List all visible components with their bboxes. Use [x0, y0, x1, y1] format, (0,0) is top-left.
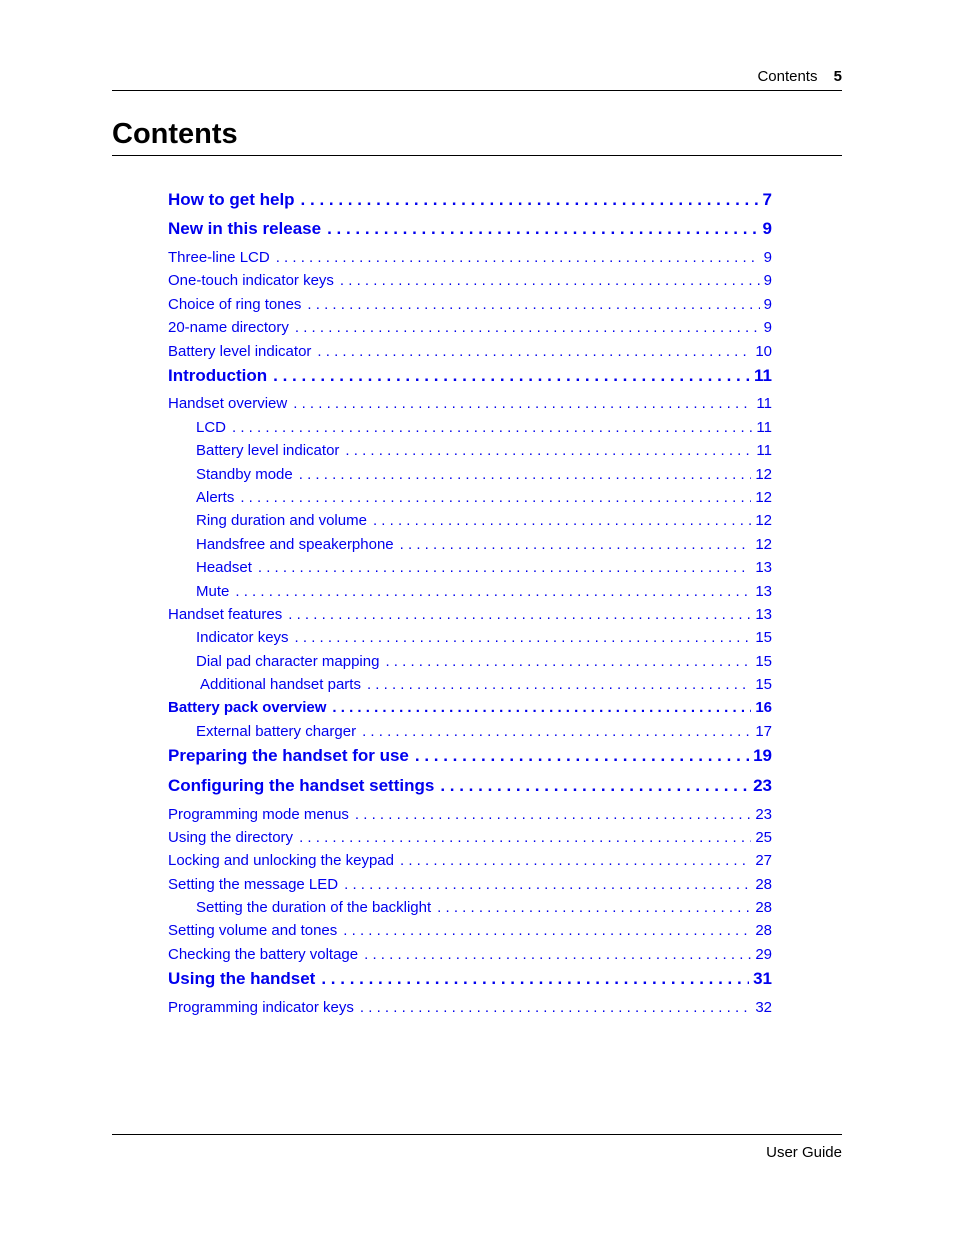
toc-entry-page: 9: [763, 249, 772, 266]
dot-leader: [345, 442, 752, 460]
toc-entry-page: 15: [755, 676, 772, 693]
toc-entry-setting-the-message-led[interactable]: [168, 876, 772, 894]
dot-leader: [293, 395, 752, 413]
toc-entry-label: Using the directory: [168, 829, 294, 846]
dot-leader: [327, 219, 758, 239]
toc-entry-page: 12: [755, 536, 772, 553]
dot-leader: [295, 629, 752, 647]
dot-leader: [301, 190, 759, 210]
dot-leader: [373, 512, 751, 530]
toc-entry-label: Three-line LCD: [168, 249, 270, 266]
toc-entry-handsfree-and-speakerphone[interactable]: [168, 536, 772, 554]
toc-entry-label: Setting volume and tones: [168, 922, 338, 939]
toc-entry-using-the-handset[interactable]: [168, 969, 772, 989]
toc-entry-mute[interactable]: [168, 583, 772, 601]
toc-entry-label: Configuring the handset settings: [168, 776, 435, 795]
toc-entry-page: 28: [755, 922, 772, 939]
dot-leader: [367, 676, 751, 694]
toc-entry-label: One-touch indicator keys: [168, 272, 334, 289]
dot-leader: [299, 829, 751, 847]
toc-entry-choice-of-ring-tones[interactable]: [168, 296, 772, 314]
running-header-section: Contents: [757, 68, 818, 85]
toc-entry-page: 27: [755, 852, 772, 869]
toc-entry-label: Handsfree and speakerphone: [196, 536, 394, 553]
dot-leader: [400, 536, 752, 554]
toc-entry-page: 13: [755, 559, 772, 576]
toc-entry-page: 13: [755, 583, 772, 600]
toc-entry-page: 28: [755, 876, 772, 893]
dot-leader: [340, 272, 760, 290]
toc-entry-additional-handset-parts[interactable]: [168, 676, 772, 694]
toc-entry-page: 19: [753, 746, 772, 765]
toc-entry-handset-features[interactable]: [168, 606, 772, 624]
toc-entry-page: 17: [755, 723, 772, 740]
toc-entry-battery-level-indicator[interactable]: [168, 343, 772, 361]
toc-entry-battery-level-indicator-sub[interactable]: [168, 442, 772, 460]
toc-entry-page: 23: [753, 776, 772, 795]
toc-entry-lcd[interactable]: [168, 419, 772, 437]
toc-entry-label: LCD: [196, 419, 227, 436]
toc-entry-page: 23: [755, 806, 772, 823]
toc-entry-three-line-lcd[interactable]: [168, 249, 772, 267]
toc-entry-how-to-get-help[interactable]: [168, 190, 772, 210]
toc-entry-page: 32: [755, 999, 772, 1016]
toc-entry-label: Setting the message LED: [168, 876, 339, 893]
dot-leader: [355, 806, 751, 824]
toc-entry-page: 11: [754, 366, 772, 385]
dot-leader: [307, 296, 759, 314]
toc-entry-label: New in this release: [168, 219, 322, 238]
toc-entry-using-the-directory[interactable]: [168, 829, 772, 847]
toc-entry-external-battery-charger[interactable]: [168, 723, 772, 741]
dot-leader: [344, 876, 751, 894]
toc-entry-page: 9: [763, 319, 772, 336]
toc-entry-page: 28: [755, 899, 772, 916]
toc-entry-page: 31: [753, 969, 772, 988]
toc-entry-setting-volume-and-tones[interactable]: [168, 922, 772, 940]
toc-entry-label: How to get help: [168, 190, 295, 209]
dot-leader: [440, 776, 749, 796]
footer-rule: [112, 1134, 842, 1135]
toc-entry-label: Preparing the handset for use: [168, 746, 409, 765]
toc-entry-label: Handset overview: [168, 395, 288, 412]
toc-entry-label: Programming indicator keys: [168, 999, 354, 1016]
toc-entry-page: 12: [755, 466, 772, 483]
toc-entry-introduction[interactable]: [168, 366, 772, 386]
dot-leader: [232, 419, 752, 437]
dot-leader: [258, 559, 751, 577]
footer-text: User Guide: [766, 1144, 842, 1161]
toc-entry-dial-pad-character-mapping[interactable]: [168, 653, 772, 671]
toc-entry-page: 12: [755, 512, 772, 529]
toc-entry-page: 13: [755, 606, 772, 623]
toc-entry-20-name-directory[interactable]: [168, 319, 772, 337]
toc-entry-handset-overview[interactable]: [168, 395, 772, 413]
toc-entry-label: Additional handset parts: [200, 676, 361, 693]
toc-entry-page: 15: [755, 653, 772, 670]
toc-entry-label: Battery pack overview: [168, 699, 327, 716]
toc-entry-label: Indicator keys: [196, 629, 289, 646]
toc-entry-label: Alerts: [196, 489, 235, 506]
toc-entry-label: Handset features: [168, 606, 283, 623]
dot-leader: [273, 366, 750, 386]
dot-leader: [385, 653, 751, 671]
toc-entry-label: Locking and unlocking the keypad: [168, 852, 394, 869]
dot-leader: [332, 699, 751, 717]
toc-entry-page: 10: [755, 343, 772, 360]
toc-entry-page: 7: [762, 190, 772, 209]
toc-entry-page: 25: [755, 829, 772, 846]
running-header-page-number: 5: [833, 68, 842, 85]
toc-entry-label: Introduction: [168, 366, 268, 385]
dot-leader: [317, 343, 751, 361]
dot-leader: [400, 852, 751, 870]
toc-entry-page: 16: [755, 699, 772, 716]
toc-entry-page: 11: [756, 442, 772, 459]
toc-entry-programming-indicator-keys[interactable]: [168, 999, 772, 1017]
toc-entry-checking-the-battery-voltage[interactable]: [168, 946, 772, 964]
toc-entry-label: Using the handset: [168, 969, 316, 988]
toc-entry-label: Choice of ring tones: [168, 296, 302, 313]
dot-leader: [276, 249, 760, 267]
dot-leader: [415, 746, 749, 766]
toc-entry-label: Mute: [196, 583, 230, 600]
dot-leader: [321, 969, 749, 989]
toc-entry-indicator-keys[interactable]: [168, 629, 772, 647]
dot-leader: [295, 319, 760, 337]
dot-leader: [362, 723, 751, 741]
toc-entry-new-in-this-release[interactable]: [168, 219, 772, 239]
dot-leader: [288, 606, 751, 624]
toc-entry-label: Setting the duration of the backlight: [196, 899, 432, 916]
dot-leader: [343, 922, 751, 940]
toc-entry-page: 9: [763, 272, 772, 289]
dot-leader: [240, 489, 751, 507]
toc-entry-alerts[interactable]: [168, 489, 772, 507]
toc-entry-locking-and-unlocking-the-keypad[interactable]: [168, 852, 772, 870]
toc-entry-label: Ring duration and volume: [196, 512, 367, 529]
toc-entry-setting-the-duration-of-the-backlight[interactable]: [168, 899, 772, 917]
toc-entry-label: Headset: [196, 559, 252, 576]
toc-entry-label: Battery level indicator: [168, 343, 312, 360]
toc-entry-label: Battery level indicator: [196, 442, 340, 459]
toc-entry-standby-mode[interactable]: [168, 466, 772, 484]
toc-entry-page: 15: [755, 629, 772, 646]
toc-entry-label: Checking the battery voltage: [168, 946, 359, 963]
toc-entry-ring-duration-and-volume[interactable]: [168, 512, 772, 530]
toc-entry-page: 11: [756, 395, 772, 412]
toc-entry-page: 29: [755, 946, 772, 963]
table-of-contents: [168, 0, 772, 1235]
toc-entry-page: 9: [762, 219, 772, 238]
toc-entry-battery-pack-overview[interactable]: [168, 699, 772, 717]
toc-entry-preparing-the-handset-for-use[interactable]: [168, 746, 772, 766]
page-title: Contents: [112, 118, 238, 150]
toc-entry-label: Dial pad character mapping: [196, 653, 380, 670]
toc-entry-label: Standby mode: [196, 466, 293, 483]
dot-leader: [437, 899, 751, 917]
dot-leader: [299, 466, 752, 484]
toc-entry-page: 9: [763, 296, 772, 313]
toc-entry-label: 20-name directory: [168, 319, 289, 336]
dot-leader: [235, 583, 751, 601]
dot-leader: [364, 946, 751, 964]
toc-entry-page: 11: [756, 419, 772, 436]
toc-entry-label: Programming mode menus: [168, 806, 349, 823]
toc-entry-one-touch-indicator-keys[interactable]: [168, 272, 772, 290]
dot-leader: [360, 999, 751, 1017]
toc-entry-configuring-the-handset-settings[interactable]: [168, 776, 772, 796]
toc-entry-headset[interactable]: [168, 559, 772, 577]
toc-entry-page: 12: [755, 489, 772, 506]
toc-entry-programming-mode-menus[interactable]: [168, 806, 772, 824]
toc-entry-label: External battery charger: [196, 723, 357, 740]
